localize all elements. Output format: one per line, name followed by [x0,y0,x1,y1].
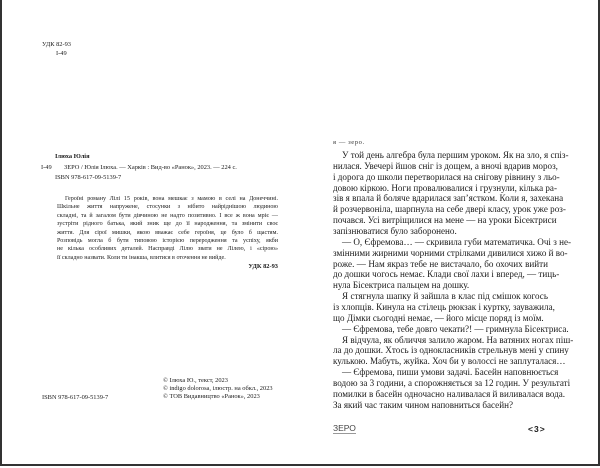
paragraph-line: запізнюватися було заборонено. [333,226,457,237]
paragraph-line: довою кіркою. Ноги провалювалися і грузнули, кілька ра- [333,182,557,193]
paragraph-line: У той день алгебра була першим уроком. Як на зло, я спіз- [342,150,569,160]
udk-bottom: УДК 82-93 [248,263,278,270]
chapter-heading: я — зеро. [333,139,365,146]
blurb-line: складні, та й загалом бути дівчиною не надто позитивно. І все ж вона мріє — [57,212,278,219]
paragraph-line: ла до дошки. Хтось із однокласників стрельнув мені у спину [333,345,569,356]
blurb-line: її складно назвати. Коли ти інакша, влитися в оточення не вийде. [57,254,226,261]
catalog-isbn: ISBN 978-617-09-5139-7 [55,174,122,181]
running-title: ЗЕРО [333,423,356,433]
paragraph-line: За який час таким чином наповниться басейн? [333,399,513,410]
blurb-line: життя. Для сірої мишки, якою вважає себе героїня, це було б щастям. [57,229,278,236]
blurb-line: зустріти рідного батька, який зник ще до її народження, та змінити своє [57,221,278,228]
paragraph-line: й розчервоніла, шарпнула на себе двері класу, урок уже роз- [333,204,566,215]
blurb-line: Розповідь могла б бути типовою історією переродження та успіху, якби [57,237,278,244]
blurb-line: Шкільне життя напружене, стосунки з нібито найріднішою людиною [57,204,278,211]
body-text [333,150,574,411]
paragraph-line: роже. — Нам якраз тебе не вистачало, бо охочих вийти [333,258,548,269]
copyright-line: © Ілюха Ю., текст, 2023 [163,377,228,384]
paragraph-line: — О, Єфремова… — скривила губи математичка. Очі з не- [342,236,572,247]
index-top: І-49 [56,50,67,57]
catalog-entry: ЗЕРО / Юлія Ілюха. — Харків : Вид-во «Ранок», 2023. — 224 с. [64,164,237,171]
copyright-line: © ТОВ Видавництво «Ранок», 2023 [163,393,260,400]
paragraph-line: і дорога до школи перетворилася на снігову рівнину з льо- [333,171,560,182]
isbn-bottom: ISBN 978-617-09-5139-7 [42,394,109,401]
paragraph-line: помилки в басейн одночасно наливалася й виливалася вода. [333,388,566,399]
blurb-line: Героїні роману Лілі 15 років, вона мешкає з мамою в селі на Донеччині. [65,196,278,202]
paragraph-line: що Дімки сьогодні немає, — його місце поряд із моїм. [333,312,544,323]
paragraph-line: Я стягнула шапку й зайшла в клас під смішок когось [342,291,548,302]
catalog-author: Ілюха Юлія [55,153,90,160]
paragraph-line: із хлопців. Кинула на стілець рюкзак і куртку, зауважила, [333,302,555,313]
catalog-index: І-49 [41,164,52,171]
paragraph-line: нилася. Увечері йшов сніг із дощем, а вночі вдарив мороз, [333,160,558,171]
udk-top: УДК 82-93 [42,41,72,48]
paragraph-line: почався. Усі витріщилися на мене — на уроки Бісектриси [333,215,557,226]
paragraph-line: водою за 3 години, а спорожняється за 12 годин. У результаті [333,378,571,389]
page-number: <3> [528,424,546,434]
copyright-line: © indigo dolorosa, ілюстр. на обкл., 2023 [163,385,273,392]
annotation-blurb [57,195,278,262]
paragraph-line: до дошки чогось немає. Клади свої лахи і вперед, — тиць- [333,269,560,280]
paragraph-line: зів я впала й боляче вдарилася зап’ястком. Коли я, захекана [333,193,564,204]
paragraph-line: — Єфремова, тебе довго чекати?! — гримнула Бісектриса. [342,323,569,334]
paragraph-line: кулькою. Мабуть, жуйка. Хоч би у волоссі не заплуталася… [333,356,566,367]
blurb-line: не кілька особливих деталей. Насправді Лілю звати не Лілею, і «сірою» [57,246,278,253]
paragraph-line: Я відчула, як обличчя залило жаром. На ватяних ногах піш- [342,334,574,345]
paragraph-line: — Єфремова, пиши умови задачі. Басейн наповнюється [342,367,559,378]
paragraph-line: нула Бісектриса пальцем на дошку. [333,280,470,291]
paragraph-line: змінними жирними чорними стрілками дивилися хижо й во- [333,247,568,258]
